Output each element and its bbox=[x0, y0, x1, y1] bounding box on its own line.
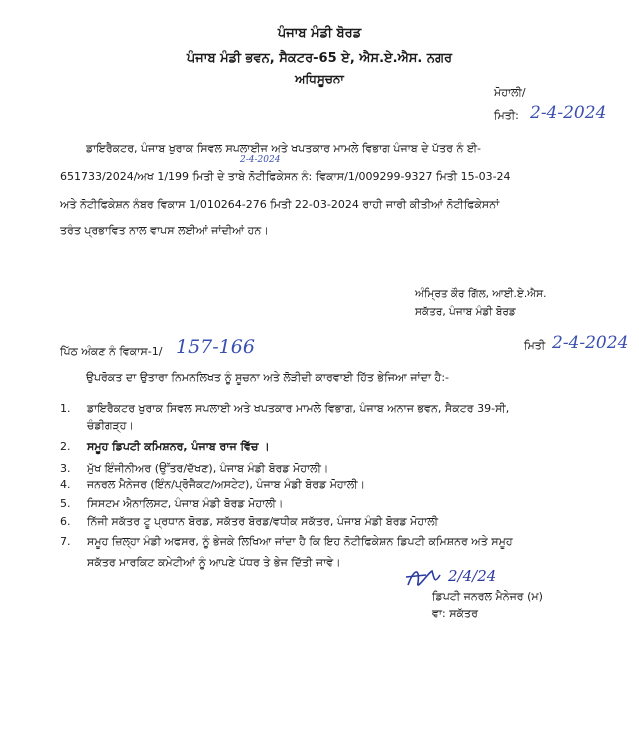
body-line-4: ਤਰੰਤ ਪ੍ਰਭਾਵਿਤ ਨਾਲ ਵਾਪਸ ਲਈਆਂ ਜਾਂਦੀਆਂ ਹਨ। bbox=[60, 224, 269, 237]
list-item-text: ਸਮੂਹ ਜ਼ਿਲ੍ਹਾ ਮੰਡੀ ਅਫਸਰ, ਨੂੰ ਭੇਜਕੇ ਲਿਖਿਆ ਜਾਂਦਾ ਹੈ ਕਿ ਇਹ ਨੋਟੀਫਿਕੇਸ਼ਨ ਡਿਪਟੀ ਕਮਿਸ਼ਨਰ ਅਤੇ ਸਮੂਹ bbox=[87, 535, 513, 548]
board-title: ਪੰਜਾਬ ਮੰਡੀ ਬੋਰਡ bbox=[277, 26, 362, 41]
list-item-number: 3. bbox=[60, 462, 71, 475]
list-item-number: 6. bbox=[60, 515, 71, 528]
list-item-text: ਚੰਡੀਗੜ੍ਹ। bbox=[87, 419, 134, 432]
endorsement-number-handwritten: 157-166 bbox=[176, 336, 255, 358]
signature-date: 2/4/24 bbox=[448, 567, 497, 585]
signatory-name: ਅੰਮ੍ਰਿਤ ਕੌਰ ਗਿੱਲ, ਆਈ.ਏ.ਐਸ. bbox=[415, 288, 547, 300]
list-item-text: ਜਨਰਲ ਮੈਨੇਜਰ (ਇੰਨ/ਪ੍ਰੋਜੈਕਟ/ਅਸਟੇਟ), ਪੰਜਾਬ ਮੰਡੀ ਬੋਰਡ ਮੋਹਾਲੀ। bbox=[87, 478, 365, 491]
date-label: ਮਿਤੀ: bbox=[494, 109, 519, 122]
list-item-text: ਮੁੱਖ ਇੰਜੀਨੀਅਰ (ਉੱਤਰ/ਦੱਖਣ), ਪੰਜਾਬ ਮੰਡੀ ਬੋਰਡ ਮੋਹਾਲੀ। bbox=[87, 462, 329, 475]
endorsement-date-label: ਮਿਤੀ bbox=[524, 339, 546, 352]
board-address: ਪੰਜਾਬ ਮੰਡੀ ਭਵਨ, ਸੈਕਟਰ-65 ਏ, ਐਸ.ਏ.ਐਸ. ਨਗਰ bbox=[186, 51, 453, 66]
list-item-text: ਸਮੂਹ ਡਿਪਟੀ ਕਮਿਸ਼ਨਰ, ਪੰਜਾਬ ਰਾਜ ਵਿੱਚ । bbox=[87, 440, 270, 453]
list-item-number: 4. bbox=[60, 478, 71, 491]
place-label: ਮੋਹਾਲੀ/ bbox=[494, 86, 526, 99]
endorsement-intro: ਉਪਰੋਕਤ ਦਾ ਉਤਾਰਾ ਨਿਮਨਲਿਖਤ ਨੂੰ ਸੂਚਨਾ ਅਤੇ ਲੋੜੀਦੀ ਕਾਰਵਾਈ ਹਿੱਤ ਭੇਜਿਆ ਜਾਂਦਾ ਹੈ:- bbox=[86, 371, 449, 384]
endorsement-date-handwritten: 2-4-2024 bbox=[552, 333, 629, 353]
list-item-number: 7. bbox=[60, 535, 71, 548]
inline-handwritten-date: 2-4-2024 bbox=[240, 155, 281, 165]
list-item-number: 2. bbox=[60, 440, 71, 453]
list-item-number: 5. bbox=[60, 497, 71, 510]
endorser-designation: ਡਿਪਟੀ ਜਨਰਲ ਮੈਨੇਜਰ (ਮ) bbox=[432, 590, 543, 603]
body-line-3: ਅਤੇ ਨੋਟੀਫਿਕੇਸ਼ਨ ਨੰਬਰ ਵਿਕਾਸ 1/010264-276 ਮਿਤੀ 22-03-2024 ਰਾਹੀ ਜਾਰੀ ਕੀਤੀਆਂ ਨੋਟੀਫਿਕੇਸਨਾਂ bbox=[60, 198, 500, 211]
body-line-2: 651733/2024/ਅਖ 1/199 ਮਿਤੀ ਦੇ ਤਾਬੇ ਨੋਟੀਫਿਕੇਸਨ ਨੰ: ਵਿਕਾਸ/1/009299-9327 ਮਿਤੀ 15-03-24 bbox=[60, 170, 511, 183]
list-item-text: ਸਕੱਤਰ ਮਾਰਕਿਟ ਕਮੇਟੀਆਂ ਨੂੰ ਆਪਣੇ ਪੱਧਰ ਤੇ ਭੇਜ ਦਿੱਤੀ ਜਾਵੇ। bbox=[87, 556, 341, 569]
list-item-text: ਸਿਸਟਮ ਐਨਾਲਿਸਟ, ਪੰਜਾਬ ਮੰਡੀ ਬੋਰਡ ਮੋਹਾਲੀ। bbox=[87, 497, 284, 510]
notification-heading: ਅਧਿਸੂਚਨਾ bbox=[295, 72, 344, 86]
endorsement-label: ਪਿੱਠ ਅੰਕਣ ਨੰ ਵਿਕਾਸ-1/ bbox=[60, 345, 163, 358]
body-line-1: ਡਾਇਰੈਕਟਰ, ਪੰਜਾਬ ਖੁਰਾਕ ਸਿਵਲ ਸਪਲਾਈਜ ਅਤੇ ਖਪਤਕਾਰ ਮਾਮਲੇ ਵਿਭਾਗ ਪੰਜਾਬ ਦੇ ਪੱਤਰ ਨੰ ਈ- bbox=[86, 142, 481, 155]
endorser-for: ਵਾ: ਸਕੱਤਰ bbox=[432, 607, 478, 620]
list-item-text: ਡਾਇਰੈਕਟਰ ਖੁਰਾਕ ਸਿਵਲ ਸਪਲਾਈ ਅਤੇ ਖਪਤਕਾਰ ਮਾਮਲੇ ਵਿਭਾਗ, ਪੰਜਾਬ ਅਨਾਜ ਭਵਨ, ਸੈਕਟਰ 39-ਸੀ, bbox=[87, 402, 510, 415]
signatory-designation: ਸਕੱਤਰ, ਪੰਜਾਬ ਮੰਡੀ ਬੋਰਡ bbox=[415, 306, 516, 318]
date-handwritten: 2-4-2024 bbox=[530, 103, 607, 123]
list-item-text: ਨਿੱਜੀ ਸਕੱਤਰ ਟੂ ਪ੍ਰਧਾਨ ਬੋਰਡ, ਸਕੱਤਰ ਬੋਰਡ/ਵਧੀਕ ਸਕੱਤਰ, ਪੰਜਾਬ ਮੰਡੀ ਬੋਰਡ ਮੋਹਾਲੀ bbox=[87, 515, 439, 528]
list-item-number: 1. bbox=[60, 402, 71, 415]
